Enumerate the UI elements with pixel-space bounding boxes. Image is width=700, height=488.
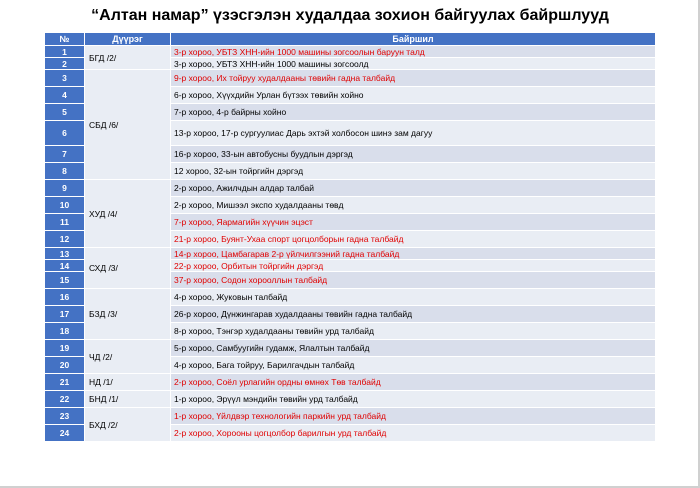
table-row <box>45 340 656 357</box>
row-number: 2 <box>45 58 85 70</box>
table-row <box>45 248 656 260</box>
district-cell: НД /1/ <box>85 374 171 391</box>
row-number: 16 <box>45 289 85 306</box>
location-cell: 16-р хороо, 33-ын автобусны буудлын дэргэд <box>171 146 656 163</box>
row-number: 17 <box>45 306 85 323</box>
row-number: 8 <box>45 163 85 180</box>
location-cell: 4-р хороо, Жуковын талбайд <box>171 289 656 306</box>
row-number: 14 <box>45 260 85 272</box>
row-number: 20 <box>45 357 85 374</box>
row-number: 18 <box>45 323 85 340</box>
table-row <box>45 374 656 391</box>
row-number: 24 <box>45 425 85 442</box>
row-number: 22 <box>45 391 85 408</box>
district-cell: СХД /3/ <box>85 248 171 289</box>
table-row <box>45 408 656 425</box>
location-cell: 1-р хороо, Үйлдвэр технологийн паркийн урд талбайд <box>171 408 656 425</box>
location-cell: 7-р хороо, Яармагийн хүүчин эцэст <box>171 214 656 231</box>
row-number: 11 <box>45 214 85 231</box>
row-number: 7 <box>45 146 85 163</box>
table-row <box>45 70 656 87</box>
row-number: 3 <box>45 70 85 87</box>
page-title: “Алтан намар” үзэсгэлэн худалдаа зохион байгуулах байршлууд <box>91 7 609 24</box>
location-cell: 2-р хороо, Хорооны цогцолбор барилгын урд талбайд <box>171 425 656 442</box>
location-cell: 37-р хороо, Содон хорооллын талбайд <box>171 272 656 289</box>
row-number: 6 <box>45 121 85 146</box>
location-cell: 21-р хороо, Буянт-Ухаа спорт цогцолборын гадна талбайд <box>171 231 656 248</box>
district-cell: БХД /2/ <box>85 408 171 442</box>
district-cell: ЧД /2/ <box>85 340 171 374</box>
header-district: Дүүрэг <box>85 33 171 46</box>
district-cell: БНД /1/ <box>85 391 171 408</box>
location-cell: 26-р хороо, Дүнжингарав худалдааны төвийн гадна талбайд <box>171 306 656 323</box>
row-number: 4 <box>45 87 85 104</box>
location-cell: 2-р хороо, Мишээл экспо худалдааны төвд <box>171 197 656 214</box>
row-number: 21 <box>45 374 85 391</box>
location-cell: 8-р хороо, Тэнгэр худалдааны төвийн урд талбайд <box>171 323 656 340</box>
header-num: № <box>45 33 85 46</box>
district-cell: СБД /6/ <box>85 70 171 180</box>
location-cell: 5-р хороо, Самбуугийн гудамж, Ялалтын талбайд <box>171 340 656 357</box>
location-cell: 3-р хороо, УБТЗ ХНН-ийн 1000 машины зогсоолын баруун талд <box>171 46 656 58</box>
location-cell: 3-р хороо, УБТЗ ХНН-ийн 1000 машины зогсоолд <box>171 58 656 70</box>
district-cell: БГД /2/ <box>85 46 171 70</box>
table-row <box>45 391 656 408</box>
location-cell: 2-р хороо, Ажилчдын алдар талбай <box>171 180 656 197</box>
row-number: 9 <box>45 180 85 197</box>
row-number: 19 <box>45 340 85 357</box>
row-number: 13 <box>45 248 85 260</box>
row-number: 15 <box>45 272 85 289</box>
row-number: 1 <box>45 46 85 58</box>
district-cell: ХУД /4/ <box>85 180 171 248</box>
table-header-row <box>45 33 656 46</box>
header-location: Байршил <box>171 33 656 46</box>
row-number: 10 <box>45 197 85 214</box>
location-cell: 7-р хороо, 4-р байрны хойно <box>171 104 656 121</box>
location-cell: 1-р хороо, Эрүүл мэндийн төвийн урд талбайд <box>171 391 656 408</box>
location-cell: 13-р хороо, 17-р сургуулиас Дарь эхтэй холбосон шинэ зам дагуу <box>171 121 656 146</box>
row-number: 12 <box>45 231 85 248</box>
location-cell: 22-р хороо, Орбитын тойргийн дэргэд <box>171 260 656 272</box>
row-number: 5 <box>45 104 85 121</box>
row-number: 23 <box>45 408 85 425</box>
table-body <box>45 46 656 442</box>
district-cell: БЗД /3/ <box>85 289 171 340</box>
table-row <box>45 289 656 306</box>
location-cell: 12 хороо, 32-ын тойргийн дэргэд <box>171 163 656 180</box>
location-cell: 9-р хороо, Их тойруу худалдааны төвийн гадна талбайд <box>171 70 656 87</box>
location-cell: 2-р хороо, Соёл урлагийн ордны өмнөх Төв талбайд <box>171 374 656 391</box>
locations-table <box>44 32 656 442</box>
table-row <box>45 180 656 197</box>
location-cell: 14-р хороо, Цамбагарав 2-р үйлчилгээний гадна талбайд <box>171 248 656 260</box>
location-cell: 4-р хороо, Бага тойруу, Барилгачдын талбайд <box>171 357 656 374</box>
table-row <box>45 46 656 58</box>
location-cell: 6-р хороо, Хүүхдийн Урлан бүтээх төвийн хойно <box>171 87 656 104</box>
